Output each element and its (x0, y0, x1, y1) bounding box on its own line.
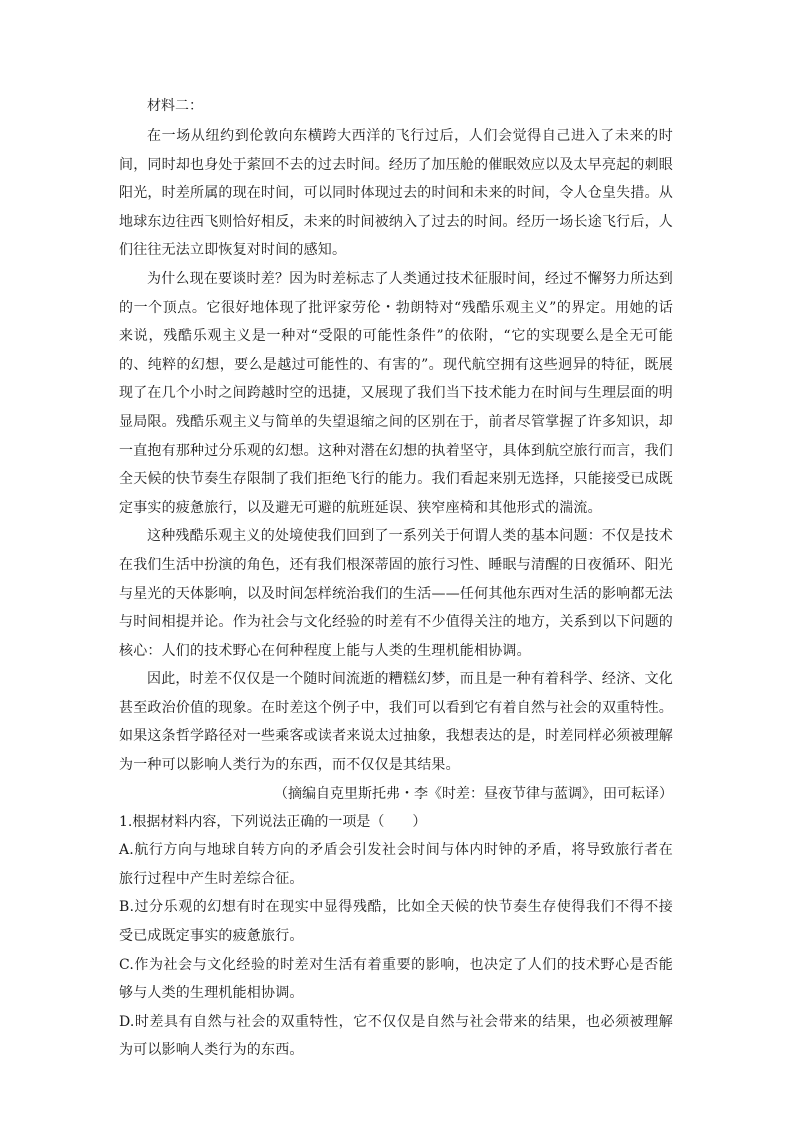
material-source: （摘编自克里斯托弗・李《时差：昼夜节律与蓝调》，田可耘译） (274, 785, 673, 802)
material-paragraph-1: 在一场从纽约到伦敦向东横跨大西洋的飞行过后，人们会觉得自己进入了未来的时间，同时却也身处于萦回不去的过去时间。经历了加压舱的催眠效应以及太早亮起的刺眼阳光，时差所属的现在时间，可以同时体现过去的时间和未来的时间，令人仓皇失措。从地球东边往西飞则恰好相反，未来的时间被纳入了过去的时间。经历一场长途飞行后，人们往往无法立即恢复对时间的感知。 (119, 128, 673, 259)
option-c: C.作为社会与文化经验的时差对生活有着重要的影响，也决定了人们的技术野心是否能够与人类的生理机能相协调。 (119, 956, 673, 1002)
material-paragraph-2: 为什么现在要谈时差？因为时差标志了人类通过技术征服时间，经过不懈努力所达到的一个顶点。它很好地体现了批评家劳伦・勃朗特对“残酷乐观主义”的界定。用她的话来说，残酷乐观主义是一种对“受限的可能性条件”的依附，“它的实现要么是全无可能的、纯粹的幻想，要么是越过可能性的、有害的”。现代航空拥有这些迥异的特征，既展现了在几个小时之间跨越时空的迅捷，又展现了我们当下技术能力在时间与生理层面的明显局限。残酷乐观主义与简单的失望退缩之间的区别在于，前者尽管掌握了许多知识，却一直抱有那种过分乐观的幻想。这种对潜在幻想的执着坚守，具体到航空旅行而言，我们全天候的快节奏生存限制了我们拒绝飞行的能力。我们看起来别无选择，只能接受已成既定事实的疲惫旅行，以及避无可避的航班延误、狭窄座椅和其他形式的湍流。 (119, 270, 673, 516)
document-page (119, 93, 673, 1065)
material-title: 材料二： (147, 98, 203, 114)
question-stem: 1.根据材料内容，下列说法正确的一项是（ ） (119, 813, 427, 830)
option-d: D.时差具有自然与社会的双重特性，它不仅仅是自然与社会带来的结果，也必须被理解为可以影响人类行为的东西。 (119, 1013, 673, 1059)
material-paragraph-3: 这种残酷乐观主义的处境使我们回到了一系列关于何谓人类的基本问题：不仅是技术在我们生活中扮演的角色，还有我们根深蒂固的旅行习性、睡眠与清醒的日夜循环、阳光与星光的天体影响，以及时间怎样统治我们的生活——任何其他东西对生活的影响都无法与时间相提并论。作为社会与文化经验的时差有不少值得关注的地方，关系到以下问题的核心：人们的技术野心在何种程度上能与人类的生理机能相协调。 (119, 528, 673, 659)
option-a: A.航行方向与地球自转方向的矛盾会引发社会时间与体内时钟的矛盾，将导致旅行者在旅行过程中产生时差综合征。 (119, 842, 673, 887)
material-paragraph-4: 因此，时差不仅仅是一个随时间流逝的糟糕幻梦，而且是一种有着科学、经济、文化甚至政治价值的现象。在时差这个例子中，我们可以看到它有着自然与社会的双重特性。如果这条哲学路径对一些乘客或读者来说太过抽象，我想表达的是，时差同样必须被理解为一种可以影响人类行为的东西，而不仅仅是其结果。 (119, 671, 673, 774)
option-b: B.过分乐观的幻想有时在现实中显得残酷，比如全天候的快节奏生存使得我们不得不接受已成既定事实的疲惫旅行。 (119, 899, 673, 945)
